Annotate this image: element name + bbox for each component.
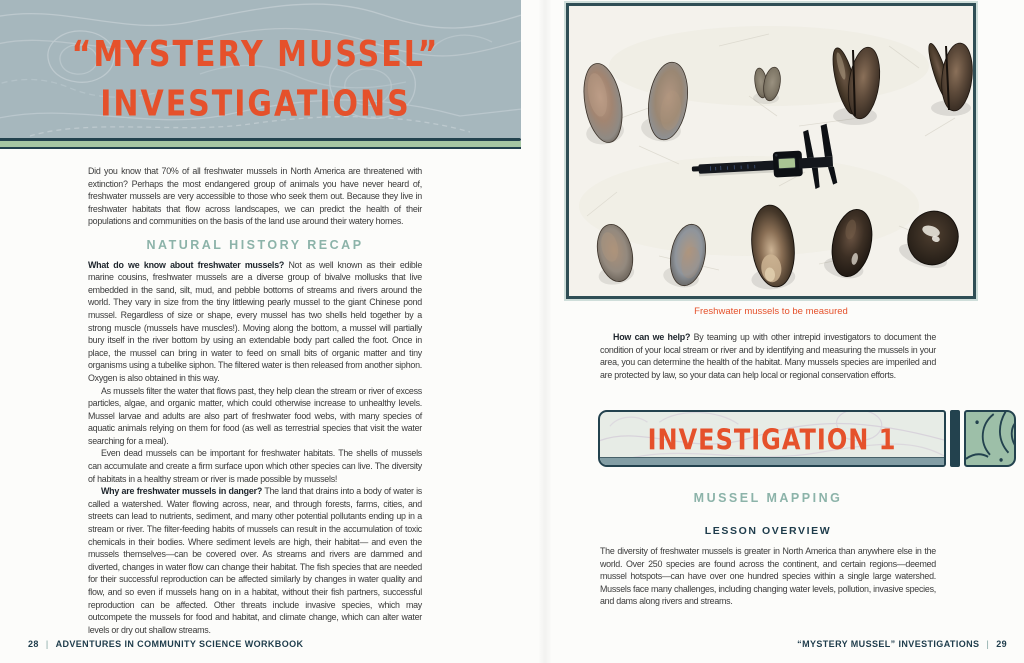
footer-separator: | <box>986 639 990 649</box>
page-right <box>545 0 1024 663</box>
mussels-photo <box>566 3 976 299</box>
photo-caption: Freshwater mussels to be measured <box>694 306 848 317</box>
footer-left <box>28 639 303 649</box>
subsection-heading-lesson-overview: LESSON OVERVIEW <box>704 525 832 537</box>
footer-separator: | <box>45 639 49 649</box>
chapter-title <box>0 0 521 130</box>
paragraph-lead: What do we know about freshwater mussels? <box>88 259 285 270</box>
investigation-banner <box>598 410 1016 467</box>
body-paragraph: As mussels filter the water that flows past, they help clean the stream or river of excess particles, algae, and organic matter, which could otherwise increase to unhealthy levels. Mussel larvae and adults are also part of freshwater food webs, with many species of aquatic animals relying on them for food (as well as terrestrial species that visit the water searching for a meal). <box>88 385 422 446</box>
banner-shade-strip <box>600 457 944 465</box>
footer-right <box>797 639 1007 649</box>
paragraph-lead: Why are freshwater mussels in danger? <box>101 486 263 497</box>
overview-paragraph: The diversity of freshwater mussels is greater in North America than anywhere else in the world. Over 250 species are found across the continent, and certain regions—deemed mussel hotspots—can have over one hundred species within a single large watershed. Mussels face many challenges, including changing water levels, pollution, invasive species, and dams along rivers and streams. <box>600 546 936 607</box>
body-paragraph: Even dead mussels can be important for freshwater habitats. The shells of mussels can accumulate and create a firm surface upon which other species can live. The diversity of habitats in a healthy stream or river is made possible by mussels! <box>88 448 422 484</box>
help-paragraph: How can we help? By teaming up with other intrepid investigators to document the condition of your local stream or river and by identifying and measuring the mussels in your area, you can determine the health of the habitat. Many mussels species are imperiled and are protected by law, so your data can help local or regional conservation efforts. <box>600 332 937 380</box>
topo-pattern-icon <box>966 412 1014 465</box>
paragraph-lead: How can we help? <box>613 332 691 342</box>
chapter-title-line1: “MYSTERY MUSSEL” <box>71 34 440 76</box>
investigation-banner-title: INVESTIGATION 1 <box>647 423 897 457</box>
book-title: ADVENTURES IN COMMUNITY SCIENCE WORKBOOK <box>55 639 304 649</box>
body-paragraph: What do we know about freshwater mussels? Not as well known as their edible marine cousins, freshwater mussels are a diverse group of bivalve mollusks that live embedded in the sand, silt, mud, and pebble bottoms of streams and rivers around the world. They vary in size from the tiny littlewing pearly mussel to the giant Chinese pond mussel. Regardless of size or shape, every mussel has two shells held together by a strong muscle (mussels have muscles!). Moving along the bottom, a mussel will partially bury itself in the river bottom by using an extendable body part called the foot. Once in place, the mussel can bring in water to feed on small bits of organic matter and tiny organisms using a tubelike siphon. The filtered water is then released from another siphon. Oxygen is also obtained in this way. <box>88 259 423 383</box>
mussel-shell <box>753 66 783 104</box>
chapter-footer-title: “MYSTERY MUSSEL” INVESTIGATIONS <box>797 639 980 649</box>
banner-divider <box>950 410 960 467</box>
body-paragraph: Why are freshwater mussels in danger? The land that drains into a body of water is called a watershed. Water flowing across, near, and through forests, farms, cities, and streets can lead to nutrients, sediment, and many other potential pollutants ending up in a stream or river. The filter-feeding habits of mussels can result in the accumulation of toxic chemicals in their bodies. Where sediment levels are high, their habitat— and even the mussels themselves—can be covered over. As streams and rivers are dammed and diverted, changes in water flow can change their habitat. The fish species that are needed for their successful reproduction can be affected similarly by changes in water quality and flow, and so even if mussels hang on in a habitat, without their fish partners, successful reproduction can be affected. Other threats include invasive species, which may outcompete the mussels for food and habitat, and climate change, which can alter water levels or dry out shallow streams. <box>88 486 422 635</box>
chapter-title-line2: INVESTIGATIONS <box>100 83 411 126</box>
section-heading-mussel-mapping: MUSSEL MAPPING <box>693 491 843 505</box>
page-number: 28 <box>28 639 39 649</box>
banner-green-strip <box>0 141 521 149</box>
left-text-column <box>88 165 422 636</box>
intro-paragraph: Did you know that 70% of all freshwater mussels in North America are threatened with extinction? Perhaps the most endangered group of animals you have never heard of, freshwater mussels are very accessible to those who seek them out. Because they live in freshwater habitats that flow across landscapes, we can predict the health of their populations and communities on the basis of the land use around their watery homes. <box>88 166 422 227</box>
page-gutter <box>538 0 552 663</box>
investigation-banner-main <box>598 410 946 467</box>
chapter-banner <box>0 0 521 138</box>
section-heading-natural-history: NATURAL HISTORY RECAP <box>146 237 364 252</box>
banner-end-cap <box>964 410 1016 467</box>
page-number: 29 <box>996 639 1007 649</box>
